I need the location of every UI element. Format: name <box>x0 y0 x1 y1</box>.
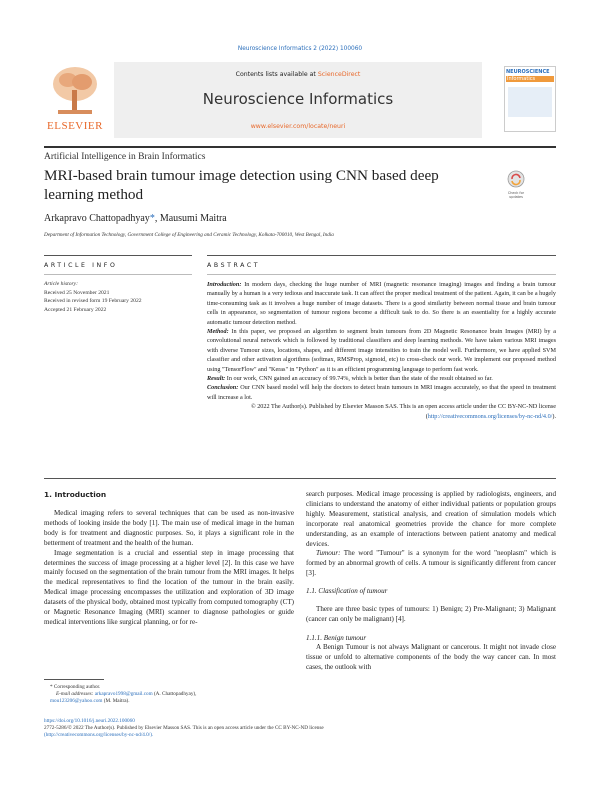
intro-text: In modern days, checking the huge number of MRI (magnetic resonance imaging) images and finding a brain tumour manually by a human is a very tedious and inaccurate task. It can affect the proper medical treatment of the patient. Again, it can be a hugely time-consuming task as it involves a huge number of image datasets. There is a good similarity between normal tissue and brain tumour cells in appearance, so segmentation of tumour regions become a difficult task to do. So there is an essentiality for a highly accurate automatic tumour detection method. <box>207 281 556 326</box>
email-1[interactable]: arkapravo1998@gmail.com <box>94 691 153 697</box>
article-title: MRI-based brain tumour image detection using CNN based deep learning method <box>44 167 439 203</box>
intro-paragraph-1: Medical imaging refers to several techniques that can be used as non-invasive methods of looking inside the body [1]. The main use of medical image in the human body is for treatment and diagnostic purposes. So, it plays a significant role in the betterment of treatment and the health of the human. <box>44 509 294 547</box>
journal-reference[interactable]: Neuroscience Informatics 2 (2022) 100060 <box>237 46 363 52</box>
check-for-updates[interactable] <box>503 170 529 200</box>
method-text: In this paper, we proposed an algorithm to segment brain tumours from 2D Magnetic Resonance brain Images (MRI) by a convolutional neural network which is followed by traditional classifiers and deep learning methods. We have taken various MRI images with diverse Tumour sizes, locations, shapes, and different image intensities to train the model well. Furthermore, we have applied SVM classifier and other activation algorithms (softmax, RMSProp, sigmoid, etc) to cross-check our work. We implement our proposed method using "TensorFlow" and "Keras" in "Python" as it is an efficient programming language to perform fast work. <box>207 328 556 373</box>
benign-paragraph: A Benign Tumour is not always Malignant or cancerous. It might not invade close tissue or unfold to alternative components of the body the way cancer can. In most cases, the outlook with <box>306 642 556 671</box>
footer-license: 2772-5286/© 2022 The Author(s). Published by Elsevier Masson SAS. This is an open access article under the CC BY-NC-ND license <box>44 725 324 731</box>
body-left-column <box>44 490 294 628</box>
sciencedirect-link[interactable]: ScienceDirect <box>317 71 361 78</box>
abstract-conclusion <box>207 383 556 402</box>
article-section: Artificial Intelligence in Brain Informatics <box>44 152 206 162</box>
classification-paragraph: There are three basic types of tumours: 1) Benign; 2) Pre-Malignant; 3) Malignant (cancer can only be malignant) [4]. <box>306 605 556 624</box>
abstract-rule-top <box>207 255 556 256</box>
accepted-date: Accepted 21 February 2022 <box>44 306 107 313</box>
email-2[interactable]: mou123206@yahoo.com <box>50 698 103 704</box>
publisher-name: ELSEVIER <box>47 120 103 132</box>
conclusion-label: Conclusion: <box>207 384 239 392</box>
abstract-rule-bottom <box>44 478 556 479</box>
footer-license-link[interactable]: (http://creativecommons.org/licenses/by-nc-nd/4.0/). <box>44 732 154 738</box>
tumour-definition <box>306 549 556 579</box>
cover-title-2: Informatics <box>506 76 554 82</box>
abstract-method <box>207 327 556 374</box>
cover-image <box>508 87 552 117</box>
body-right-column <box>306 490 556 673</box>
corresponding-author: * Corresponding author. <box>50 684 101 690</box>
abstract-introduction <box>207 280 556 327</box>
header-rule <box>44 146 556 148</box>
affiliation: Department of Information Technology, Government College of Engineering and Ceramic Technology, Kolkata-700010, West Bengal, India <box>44 232 334 238</box>
tumour-label: Tumour: <box>316 549 341 558</box>
result-text: In our work, CNN gained an accuracy of 99.74%, which is better than the state of the result obtained so far. <box>225 375 493 383</box>
received-date: Received 25 November 2021 <box>44 289 110 296</box>
subsection-benign: 1.1.1. Benign tumour <box>306 633 367 642</box>
cover-title-1: NEUROSCIENCE <box>506 69 550 75</box>
intro-paragraph-2: Image segmentation is a crucial and essential step in image processing that determines the success of image processing at a higher level [2]. In this case we have mainly focused on the segmentation of the brain tumour from the MRI images. It helps the medical representatives to find the location of the tumour in the brain easily. Medical image processing encompasses the utilization and exploration of 3D image datasets of the physical body, obtained most typically from computed tomography (CT) or Magnetic Resonance Imaging (MRI) scanner to diagnose pathologies or guide medical interventions like surgical planning, or for re- <box>44 548 294 626</box>
elsevier-logo <box>44 62 106 136</box>
conclusion-text: Our CNN based model will help the doctors to detect brain tumours in MRI images accurately, so that the speed in treatment will increase a lot. <box>207 384 556 401</box>
subsection-classification: 1.1. Classification of tumour <box>306 587 388 596</box>
abstract-body <box>207 280 556 421</box>
check-updates-icon <box>507 170 525 190</box>
tumour-text: The word "Tumour" is a synonym for the word "neoplasm" which is formed by an abnormal growth of cells. A tumour is significantly different from cancer [3]. <box>306 549 556 578</box>
page-footer <box>44 718 556 739</box>
intro-label: Introduction: <box>207 281 242 288</box>
footnote <box>44 684 304 705</box>
author-1[interactable]: Arkapravo Chattopadhyay <box>44 213 150 224</box>
contents-prefix: Contents lists available at <box>235 71 318 78</box>
authors <box>44 213 227 224</box>
abstract-heading: ABSTRACT <box>207 262 261 269</box>
journal-header <box>44 62 556 142</box>
revised-date: Received in revised form 19 February 2022 <box>44 298 142 305</box>
abstract-result <box>207 374 556 383</box>
result-label: Result: <box>207 375 226 383</box>
email-line-2 <box>44 698 304 705</box>
copyright-end: ). <box>552 412 556 420</box>
article-info-rule <box>44 274 192 275</box>
email-label: E-mail addresses: <box>56 691 94 697</box>
article-info-heading: ARTICLE INFO <box>44 262 118 269</box>
intro-paragraph-3: search purposes. Medical image processing is applied by radiologists, engineers, and clinicians to understand the anatomy of either individual patients or population groups highly. Measurement, statistical analysis, and creation of simulation models which incorporate real anatomical geometries provide the chance for more complete understanding, as an example of interactions between patient anatomy and medical devices. <box>306 490 556 548</box>
method-label: Method: <box>207 328 229 336</box>
journal-title-box <box>114 62 482 138</box>
email-1-name: (A. Chattopadhyay), <box>152 691 197 697</box>
contents-line <box>114 71 482 78</box>
footnote-rule <box>44 679 104 680</box>
copyright-notice <box>207 402 556 421</box>
license-link[interactable]: http://creativecommons.org/licenses/by-nc-nd/4.0/ <box>427 412 553 420</box>
author-2[interactable]: Mausumi Maitra <box>159 213 227 224</box>
journal-url[interactable]: www.elsevier.com/locate/neuri <box>250 123 346 130</box>
history-label: Article history: <box>44 281 79 287</box>
elsevier-tree-icon <box>44 62 106 120</box>
journal-title: Neuroscience Informatics <box>202 90 394 108</box>
copyright-text: © 2022 The Author(s). Published by Elsevier Masson SAS. This is an open access article under the CC BY-NC-ND license ( <box>250 403 556 420</box>
author-1-mark[interactable]: * <box>149 213 155 224</box>
doi-link[interactable]: https://doi.org/10.1016/j.neuri.2022.100060 <box>44 718 135 724</box>
email-line <box>44 691 304 698</box>
abstract-rule <box>207 274 556 275</box>
introduction-heading: 1. Introduction <box>44 490 107 499</box>
email-2-name: (M. Maitra). <box>102 698 130 704</box>
check-updates-label: Check for updates <box>507 191 525 199</box>
journal-cover <box>504 66 556 132</box>
article-info-rule-top <box>44 255 192 256</box>
author-separator: , <box>154 213 160 224</box>
article-history <box>44 280 194 314</box>
